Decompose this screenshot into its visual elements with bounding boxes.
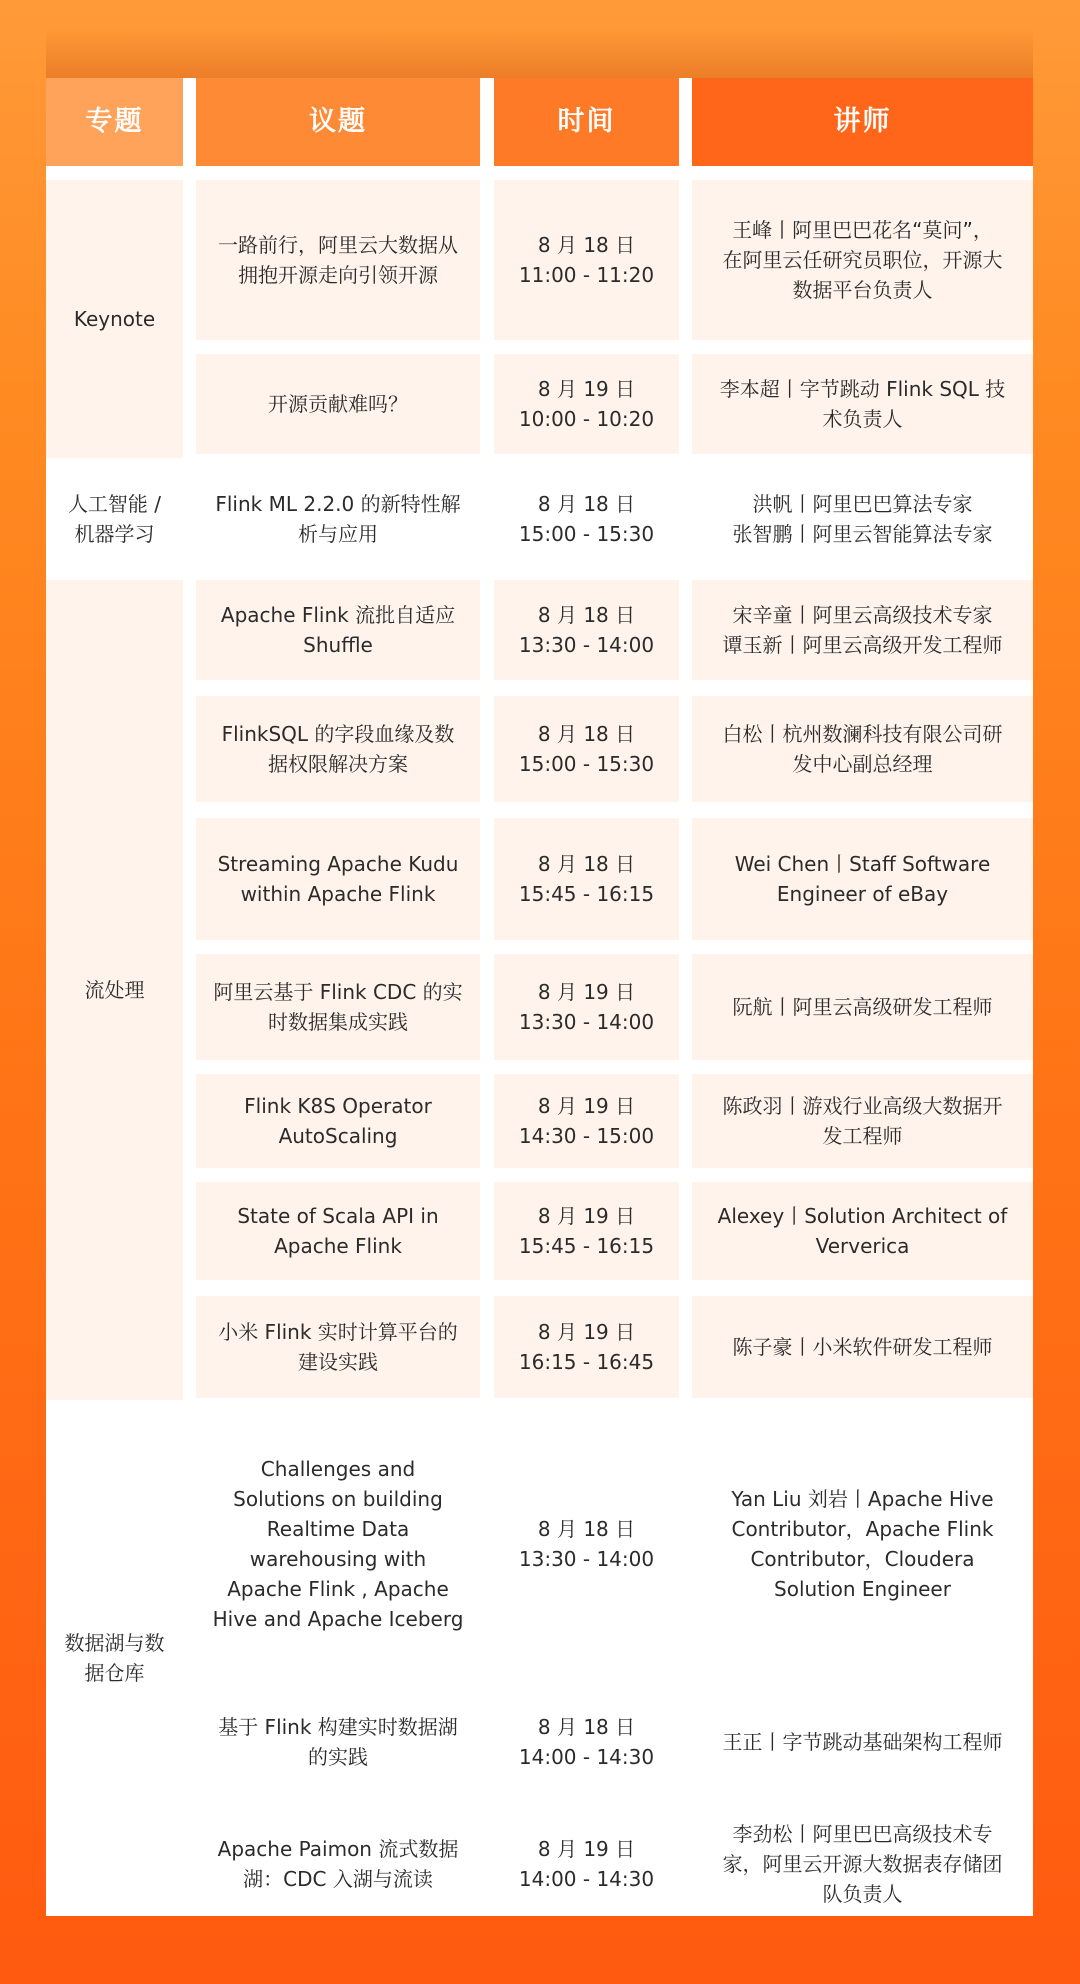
session-time: 8 月 19 日 14:30 - 15:00 bbox=[494, 1074, 679, 1168]
header-session: 议题 bbox=[196, 78, 480, 166]
session-title: Apache Flink 流批自适应 Shuffle bbox=[196, 580, 480, 680]
session-time: 8 月 18 日 13:30 - 14:00 bbox=[518, 1517, 655, 1571]
session-speaker: 洪帆丨阿里巴巴算法专家 张智鹏丨阿里云智能算法专家 bbox=[732, 492, 993, 546]
session-time: 8 月 19 日 15:45 - 16:15 bbox=[494, 1182, 679, 1280]
session-speaker: Alexey丨Solution Architect of Ververica bbox=[692, 1182, 1033, 1280]
session-speaker: 王峰丨阿里巴巴花名“莫问”， 在阿里云任研究员职位，开源大 数据平台负责人 bbox=[692, 180, 1033, 340]
session-title: State of Scala API in Apache Flink bbox=[196, 1182, 480, 1280]
session-title: 基于 Flink 构建实时数据湖 的实践 bbox=[218, 1715, 458, 1769]
session-title: Flink ML 2.2.0 的新特性解 析与应用 bbox=[215, 492, 461, 546]
session-speaker: 李劲松丨阿里巴巴高级技术专 家，阿里云开源大数据表存储团 队负责人 bbox=[722, 1822, 1003, 1906]
session-speaker: 白松丨杭州数澜科技有限公司研 发中心副总经理 bbox=[692, 696, 1033, 802]
session-title: 阿里云基于 Flink CDC 的实 时数据集成实践 bbox=[196, 954, 480, 1060]
session-speaker: 李本超丨字节跳动 Flink SQL 技 术负责人 bbox=[692, 354, 1033, 454]
session-time: 8 月 18 日 11:00 - 11:20 bbox=[494, 180, 679, 340]
session-speaker: Wei Chen丨Staff Software Engineer of eBay bbox=[692, 818, 1033, 940]
session-speaker: Yan Liu 刘岩丨Apache Hive Contributor，Apache Flink Contributor，Cloudera Solution Engineer bbox=[731, 1487, 994, 1601]
session-time: 8 月 18 日 14:00 - 14:30 bbox=[518, 1715, 655, 1769]
session-title: FlinkSQL 的字段血缘及数 据权限解决方案 bbox=[196, 696, 480, 802]
session-title: Flink K8S Operator AutoScaling bbox=[196, 1074, 480, 1168]
header-time: 时间 bbox=[494, 78, 679, 166]
session-title: Streaming Apache Kudu within Apache Flink bbox=[196, 818, 480, 940]
topic-ai-ml: 人工智能 / 机器学习 bbox=[67, 492, 162, 546]
topic-keynote: Keynote bbox=[46, 180, 183, 458]
top-shadow-band bbox=[46, 28, 1033, 78]
session-title: 小米 Flink 实时计算平台的 建设实践 bbox=[196, 1296, 480, 1398]
schedule-table bbox=[46, 78, 1033, 1916]
session-title: Apache Paimon 流式数据 湖：CDC 入湖与流读 bbox=[217, 1837, 459, 1891]
session-time: 8 月 19 日 14:00 - 14:30 bbox=[518, 1837, 655, 1891]
session-time: 8 月 19 日 16:15 - 16:45 bbox=[494, 1296, 679, 1398]
session-title: 一路前行，阿里云大数据从 拥抱开源走向引领开源 bbox=[196, 180, 480, 340]
session-time: 8 月 18 日 13:30 - 14:00 bbox=[494, 580, 679, 680]
session-speaker: 阮航丨阿里云高级研发工程师 bbox=[692, 954, 1033, 1060]
session-speaker: 宋辛童丨阿里云高级技术专家 谭玉新丨阿里云高级开发工程师 bbox=[692, 580, 1033, 680]
session-title: 开源贡献难吗？ bbox=[196, 354, 480, 454]
session-time: 8 月 18 日 15:00 - 15:30 bbox=[494, 696, 679, 802]
header-speaker: 讲师 bbox=[692, 78, 1033, 166]
session-time: 8 月 18 日 15:00 - 15:30 bbox=[518, 492, 655, 546]
session-time: 8 月 18 日 15:45 - 16:15 bbox=[494, 818, 679, 940]
session-time: 8 月 19 日 13:30 - 14:00 bbox=[494, 954, 679, 1060]
session-speaker: 陈子豪丨小米软件研发工程师 bbox=[692, 1296, 1033, 1398]
header-topic: 专题 bbox=[46, 78, 183, 166]
topic-data-lake-warehouse: 数据湖与数 据仓库 bbox=[64, 1631, 165, 1685]
session-title: Challenges and Solutions on building Realtime Data warehousing with Apache Flink , Apache Hive and Apache Iceberg bbox=[212, 1457, 464, 1631]
session-time: 8 月 19 日 10:00 - 10:20 bbox=[494, 354, 679, 454]
topic-stream-processing: 流处理 bbox=[46, 580, 183, 1400]
session-speaker: 陈政羽丨游戏行业高级大数据开 发工程师 bbox=[692, 1074, 1033, 1168]
session-speaker: 王正丨字节跳动基础架构工程师 bbox=[722, 1730, 1003, 1754]
